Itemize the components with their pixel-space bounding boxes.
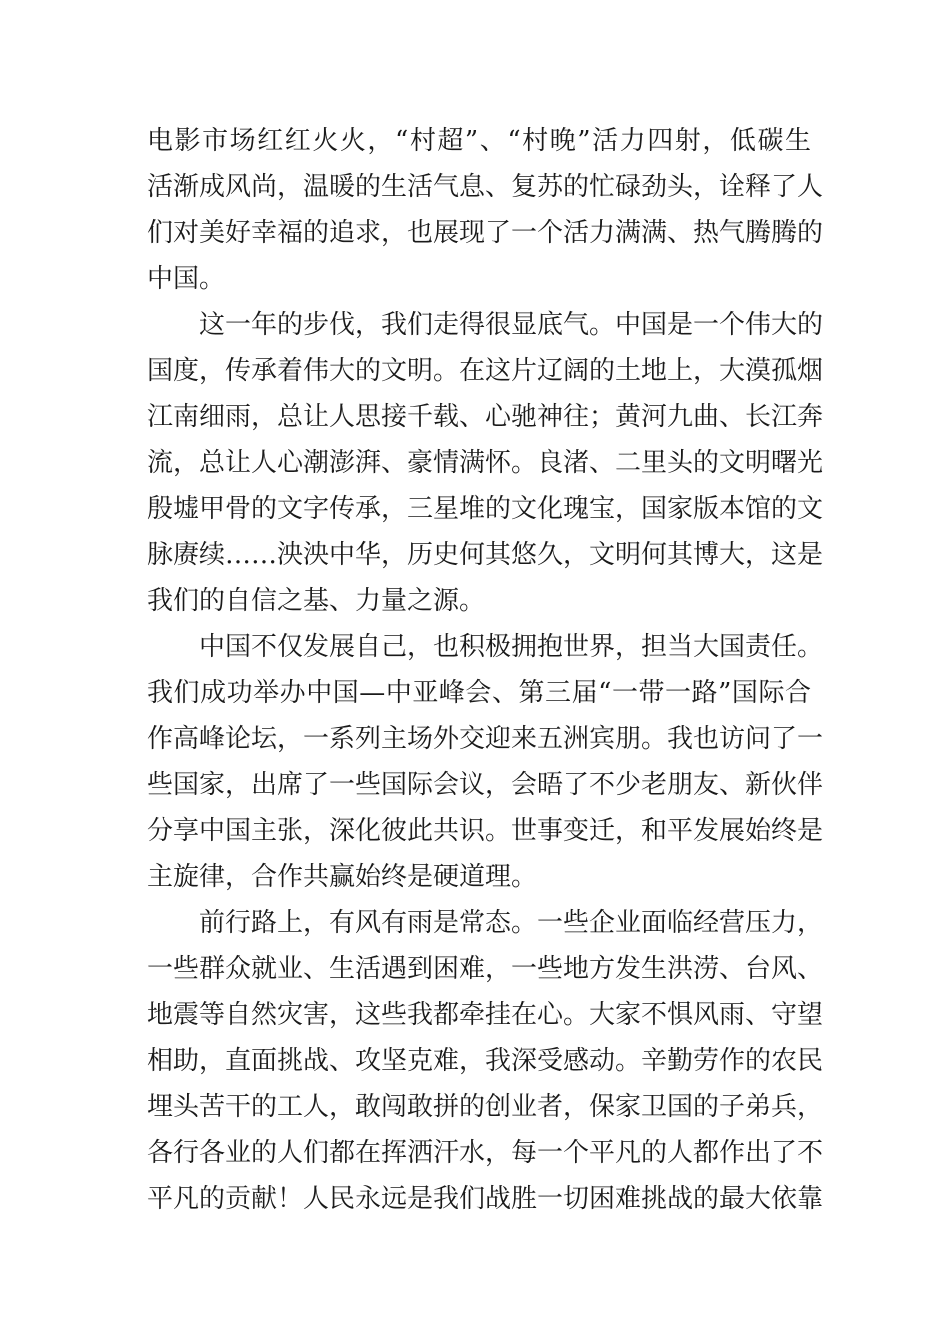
paragraph-first-line: 中国不仅发展自己，也积极拥抱世界，担当大国责任。 <box>199 632 824 662</box>
text-line: 流，总让人心潮澎湃、豪情满怀。良渚、二里头的文明曙光 <box>147 448 824 478</box>
text-line: 分享中国主张，深化彼此共识。世事变迁，和平发展始终是 <box>147 816 824 846</box>
text-line: 各行各业的人们都在挥洒汗水，每一个平凡的人都作出了不 <box>147 1138 824 1168</box>
text-line: 作高峰论坛，一系列主场外交迎来五洲宾朋。我也访问了一 <box>147 724 824 754</box>
text-line: 殷墟甲骨的文字传承，三星堆的文化瑰宝，国家版本馆的文 <box>147 494 824 524</box>
text-line: 相助，直面挑战、攻坚克难，我深受感动。辛勤劳作的农民 <box>147 1046 824 1076</box>
text-line: 活渐成风尚，温暖的生活气息、复苏的忙碌劲头，诠释了人 <box>147 172 824 202</box>
text-line: 地震等自然灾害，这些我都牵挂在心。大家不惧风雨、守望 <box>147 1000 824 1030</box>
text-line: 中国。 <box>147 264 226 294</box>
body-text <box>147 118 824 1222</box>
text-line: 一些群众就业、生活遇到困难，一些地方发生洪涝、台风、 <box>147 954 824 984</box>
text-line: 我们的自信之基、力量之源。 <box>147 586 486 616</box>
paragraph-first-line: 这一年的步伐，我们走得很显底气。中国是一个伟大的 <box>199 310 824 340</box>
text-line: 江南细雨，总让人思接千载、心驰神往；黄河九曲、长江奔 <box>147 402 824 432</box>
text-line: 些国家，出席了一些国际会议，会晤了不少老朋友、新伙伴 <box>147 770 824 800</box>
text-line: 平凡的贡献！人民永远是我们战胜一切困难挑战的最大依靠 <box>147 1184 824 1214</box>
text-line: 电影市场红红火火，“村超”、“村晚”活力四射，低碳生 <box>147 126 811 156</box>
text-line: 主旋律，合作共赢始终是硬道理。 <box>147 862 538 892</box>
text-line: 埋头苦干的工人，敢闯敢拼的创业者，保家卫国的子弟兵， <box>147 1092 824 1122</box>
text-line: 我们成功举办中国—中亚峰会、第三届“一带一路”国际合 <box>147 678 811 708</box>
text-line: 脉赓续……泱泱中华，历史何其悠久，文明何其博大，这是 <box>147 540 824 570</box>
text-line: 们对美好幸福的追求，也展现了一个活力满满、热气腾腾的 <box>147 218 824 248</box>
paragraph-first-line: 前行路上，有风有雨是常态。一些企业面临经营压力， <box>199 908 824 938</box>
text-line: 国度，传承着伟大的文明。在这片辽阔的土地上，大漠孤烟 <box>147 356 824 386</box>
